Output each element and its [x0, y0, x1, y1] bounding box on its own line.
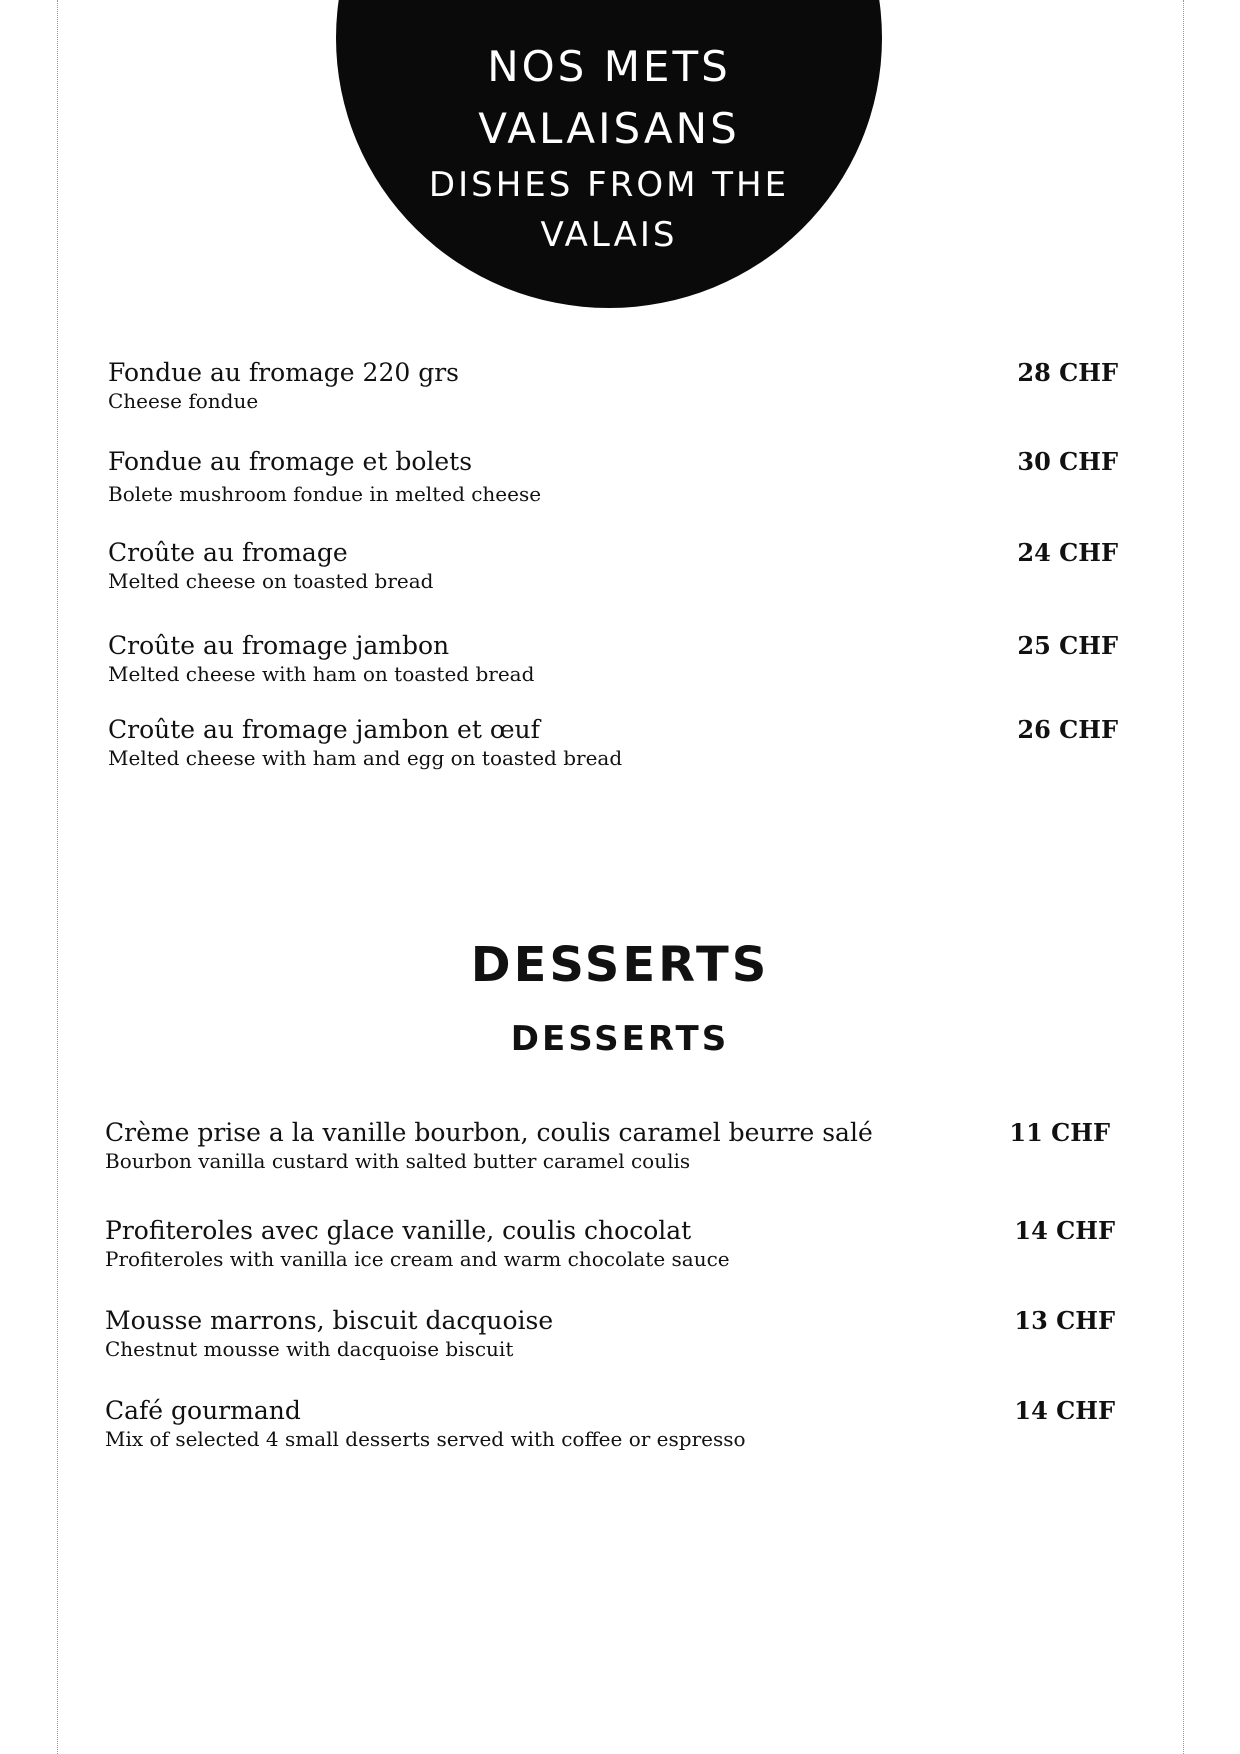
header-title — [336, 36, 882, 260]
item-description: Bourbon vanilla custard with salted butter caramel coulis — [105, 1149, 691, 1173]
page-border-left — [57, 0, 58, 1754]
menu-item — [105, 1216, 1117, 1272]
item-price: 14 CHF — [1014, 1396, 1115, 1425]
item-price: 26 CHF — [1017, 715, 1118, 744]
menu-item — [105, 1306, 1117, 1362]
item-description: Melted cheese on toasted bread — [108, 569, 434, 593]
item-description: Mix of selected 4 small desserts served with coffee or espresso — [105, 1427, 746, 1451]
item-price: 14 CHF — [1014, 1216, 1115, 1245]
item-description: Bolete mushroom fondue in melted cheese — [108, 482, 542, 506]
item-price: 11 CHF — [1009, 1118, 1110, 1147]
menu-item — [108, 715, 1120, 771]
item-description: Melted cheese with ham on toasted bread — [108, 662, 535, 686]
item-name: Café gourmand — [105, 1396, 301, 1425]
item-description: Chestnut mousse with dacquoise biscuit — [105, 1337, 514, 1361]
menu-item — [108, 447, 1120, 507]
item-name: Profiteroles avec glace vanille, coulis chocolat — [105, 1216, 692, 1245]
item-description: Profiteroles with vanilla ice cream and warm chocolate sauce — [105, 1247, 730, 1271]
menu-item — [108, 538, 1120, 594]
header-title-en: DISHES FROM THE VALAIS — [428, 165, 790, 255]
page-border-right — [1183, 0, 1184, 1754]
item-price: 30 CHF — [1017, 447, 1118, 476]
item-name: Fondue au fromage 220 grs — [108, 358, 459, 387]
menu-item — [108, 358, 1120, 414]
item-price: 28 CHF — [1017, 358, 1118, 387]
item-description: Melted cheese with ham and egg on toasted bread — [108, 746, 623, 770]
item-price: 25 CHF — [1017, 631, 1118, 660]
item-description: Cheese fondue — [108, 389, 259, 413]
menu-item — [108, 631, 1120, 687]
item-name: Croûte au fromage jambon et œuf — [108, 715, 540, 744]
item-name: Fondue au fromage et bolets — [108, 447, 473, 476]
header-title-fr: NOS METS VALAISANS — [478, 42, 740, 153]
item-name: Croûte au fromage — [108, 538, 348, 567]
item-price: 13 CHF — [1014, 1306, 1115, 1335]
item-price: 24 CHF — [1017, 538, 1118, 567]
menu-item — [105, 1396, 1117, 1452]
menu-item — [105, 1118, 1112, 1174]
desserts-title-fr: DESSERTS — [470, 937, 770, 993]
item-name: Crème prise a la vanille bourbon, coulis caramel beurre salé — [105, 1118, 873, 1147]
item-name: Mousse marrons, biscuit dacquoise — [105, 1306, 554, 1335]
desserts-title-en: DESSERTS — [510, 1019, 730, 1059]
item-name: Croûte au fromage jambon — [108, 631, 450, 660]
